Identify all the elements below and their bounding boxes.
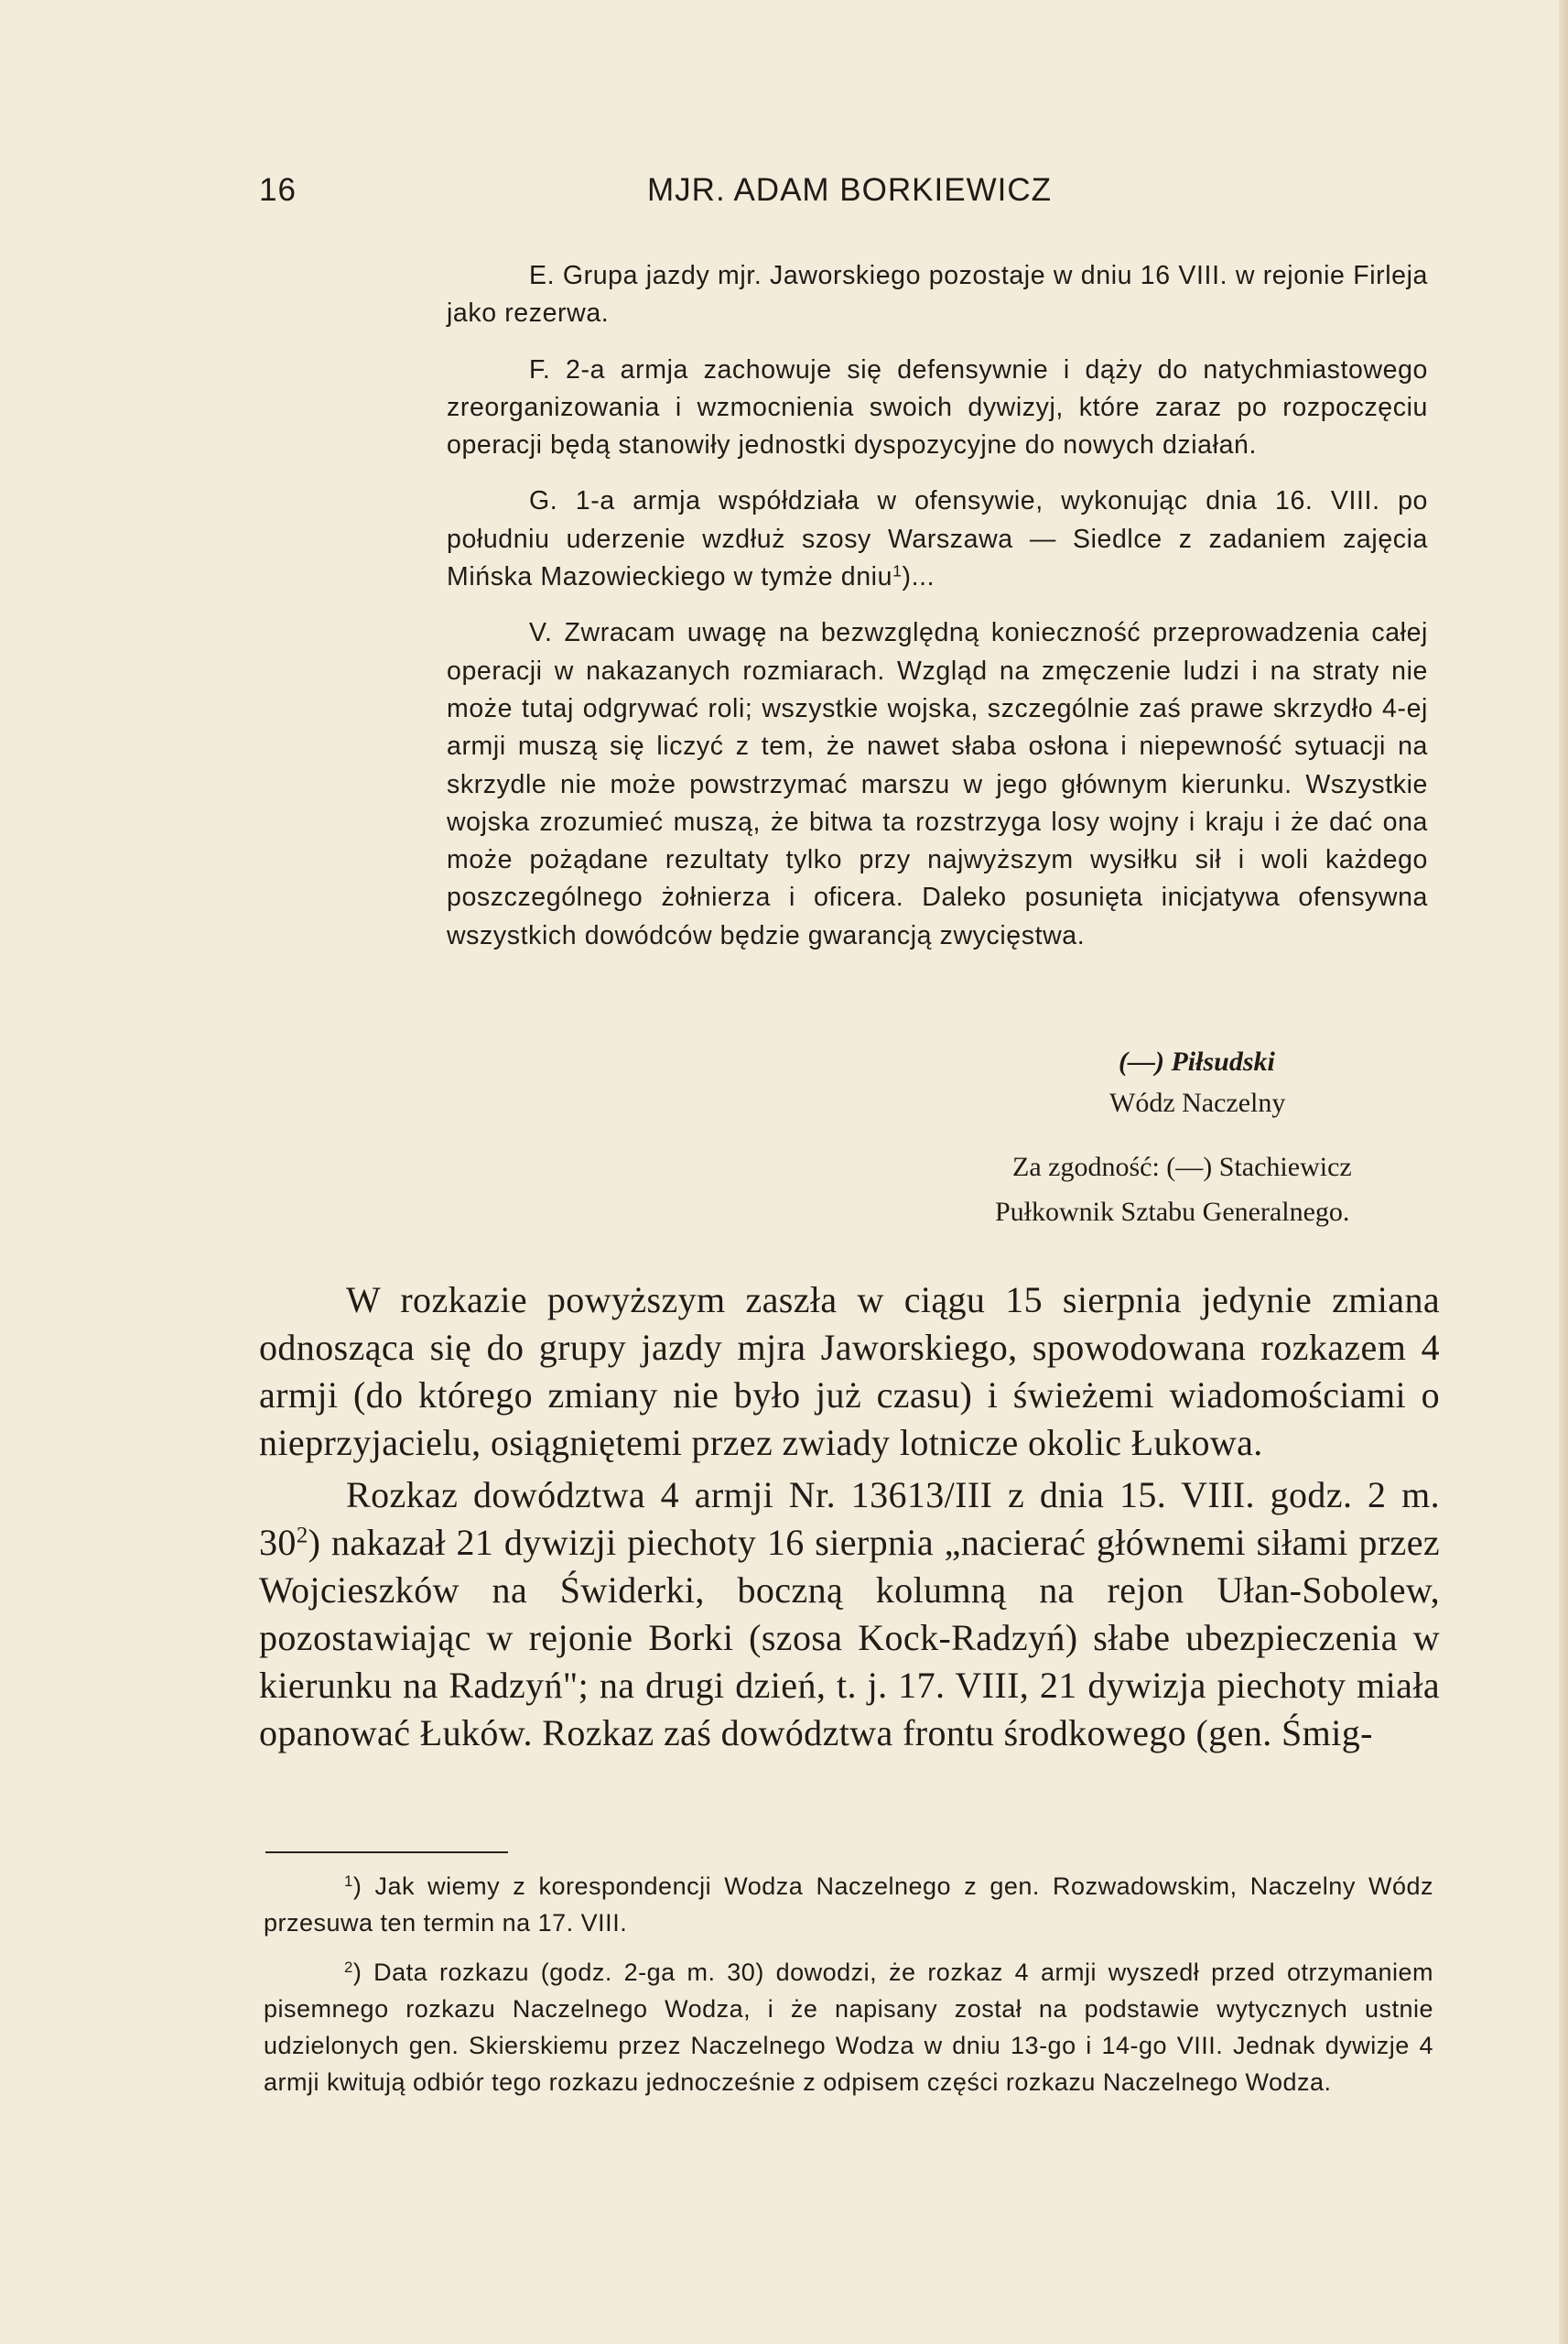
footnote-1-marker: 1 (344, 1872, 353, 1890)
running-title: MJR. ADAM BORKIEWICZ (647, 172, 1052, 208)
running-header (259, 172, 1440, 216)
quoted-order (447, 257, 1428, 955)
footnote-ref-2: 2 (296, 1523, 308, 1548)
main-paragraph-2-end: ) nakazał 21 dywizji piechoty 16 sierpnia „nacierać głównemi siłami przez Wojcieszków na Świderki, boczną kolumną na rejon Ułan-Sobolew, pozostawiając w rejonie Borki (szosa Kock-Radzyń) słabe ubezpieczenia w kierunku na Radzyń"; na drugi dzień, t. j. 17. VIII, 21 dywizja piechoty miała opanować Łuków. Rozkaz zaś dowództwa frontu środkowego (gen. Śmig- (259, 1522, 1440, 1753)
order-point-g (447, 483, 1428, 596)
footnotes (264, 1868, 1433, 2100)
order-point-v: V. Zwracam uwagę na bezwzględną konieczność przeprowadzenia całej operacji w nakazanych rozmiarach. Wzgląd na zmęczenie ludzi i na straty nie może tutaj odgrywać roli; wszystkie wojska, szczególnie zaś prawe skrzydło 4-ej armji muszą się liczyć z tem, że nawet słaba osłona i niepewność sytuacji na skrzydle nie może powstrzymać marszu w jego głównym kierunku. Wszystkie wojska zrozumieć muszą, że bitwa ta rozstrzyga losy wojny i kraju i że dać ona może pożądane rezultaty tylko przy najwyższym wysiłku sił i woli każdego poszczególnego żołnierza i oficera. Daleko posunięta inicjatywa ofensywna wszystkich dowódców będzie gwarancją zwycięstwa. (447, 618, 1428, 950)
footnote-1-text: ) Jak wiemy z korespondencji Wodza Naczelnego z gen. Rozwadowskim, Naczelny Wódz przesuwa ten termin na 17. VIII. (264, 1872, 1433, 1937)
main-paragraph-2 (259, 1471, 1440, 1757)
conformity-line-1: Za zgodność: (—) Stachiewicz (1012, 1152, 1352, 1182)
main-text (259, 1276, 1440, 1757)
conformity-line-2: Pułkownik Sztabu Generalnego. (995, 1197, 1350, 1227)
main-paragraph-1: W rozkazie powyższym zaszła w ciągu 15 sierpnia jedynie zmiana odnosząca się do grupy jazdy mjra Jaworskiego, spowodowana rozkazem 4 armji (do którego zmiany nie było już czasu) i świeżemi wiadomościami o nieprzyjacielu, osiągniętemi przez zwiady lotnicze okolic Łukowa. (259, 1279, 1440, 1463)
page-edge (1559, 0, 1568, 2344)
order-point-f: F. 2-a armja zachowuje się defensywnie i dąży do natychmiastowego zreorganizowania i wzmocnienia swoich dywizyj, które zaraz po rozpoczęciu operacji będą stanowiły jednostki dyspozycyjne do nowych działań. (447, 354, 1428, 461)
footnote-2-marker: 2 (344, 1958, 353, 1976)
order-point-g-end: )... (902, 562, 935, 592)
footnote-divider (265, 1851, 508, 1853)
footnote-2-text: ) Data rozkazu (godz. 2-ga m. 30) dowodzi, że rozkaz 4 armji wyszedł przed otrzymaniem pisemnego rozkazu Naczelnego Wodza, i że napisany został na podstawie wytycznych ustnie udzielonych gen. Skierskiemu przez Naczelnego Wodza w dniu 13-go i 14-go VIII. Jednak dywizje 4 armji kwitują odbiór tego rozkazu jednocześnie z odpisem części rozkazu Naczelnego Wodza. (264, 1959, 1433, 2096)
footnote-1 (264, 1868, 1433, 1941)
main-paragraph-2-start: Rozkaz dowództwa 4 armji Nr. 13613/III z dnia 15. VIII. godz. 2 m. 30 (259, 1474, 1440, 1563)
order-point-g-text: G. 1-a armja współdziała w ofensywie, wykonując dnia 16. VIII. po południu uderzenie wzdłuż szosy Warszawa — Siedlce z zadaniem zajęcia Mińska Mazowieckiego w tymże dniu (447, 486, 1428, 592)
page-number: 16 (259, 172, 297, 208)
footnote-2 (264, 1954, 1433, 2100)
order-point-e: E. Grupa jazdy mjr. Jaworskiego pozostaje w dniu 16 VIII. w rejonie Firleja jako rezerwa. (447, 261, 1428, 329)
signature-title: Wódz Naczelny (1109, 1088, 1286, 1118)
signature-name: (—) Piłsudski (1119, 1047, 1275, 1077)
footnote-ref-1: 1 (892, 561, 903, 581)
